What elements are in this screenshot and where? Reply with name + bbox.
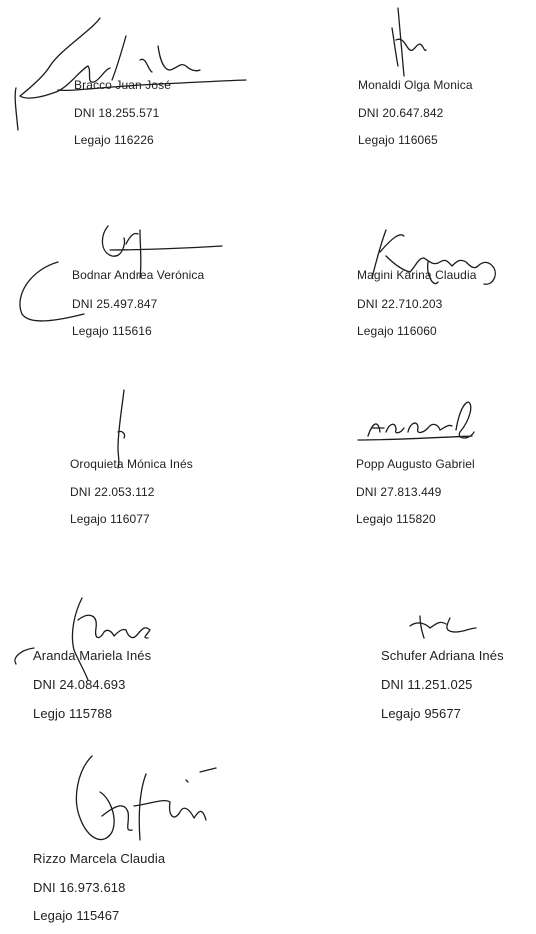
signatory-legajo: Legjo 115788 [33,706,113,721]
signatory-dni: DNI 25.497.847 [72,297,158,311]
signatory-name: Popp Augusto Gabriel [356,457,475,471]
signatory-dni: DNI 22.710.203 [357,297,443,311]
signatory-dni: DNI 22.053.112 [70,485,155,499]
signatory-name: Rizzo Marcela Claudia [33,851,166,866]
signatory-legajo: Legajo 116077 [70,512,150,526]
signatory-legajo: Legajo 116226 [74,133,154,147]
signatory-name: Bracco Juan José [74,78,171,92]
signatory-dni: DNI 16.973.618 [33,880,126,895]
signatory-name: Monaldi Olga Monica [358,78,473,92]
signatory-dni: DNI 20.647.842 [358,106,444,120]
signatory-dni: DNI 24.084.693 [33,677,126,692]
signatory-legajo: Legajo 116065 [358,133,438,147]
signatory-legajo: Legajo 115616 [72,324,152,338]
signatory-legajo: Legajo 115820 [356,512,436,526]
signatory-dni: DNI 11.251.025 [381,677,473,692]
signatory-dni: DNI 27.813.449 [356,485,442,499]
signatory-name: Aranda Mariela Inés [33,648,152,663]
signatory-legajo: Legajo 115467 [33,908,120,923]
signatory-legajo: Legajo 116060 [357,324,437,338]
signatory-name: Schufer Adriana Inés [381,648,504,663]
signatory-dni: DNI 18.255.571 [74,106,160,120]
signatory-name: Magini Karina Claudia [357,268,477,282]
signatory-name: Oroquieta Mónica Inés [70,457,193,471]
signatory-legajo: Legajo 95677 [381,706,461,721]
signatory-name: Bodnar Andrea Verónica [72,268,205,282]
